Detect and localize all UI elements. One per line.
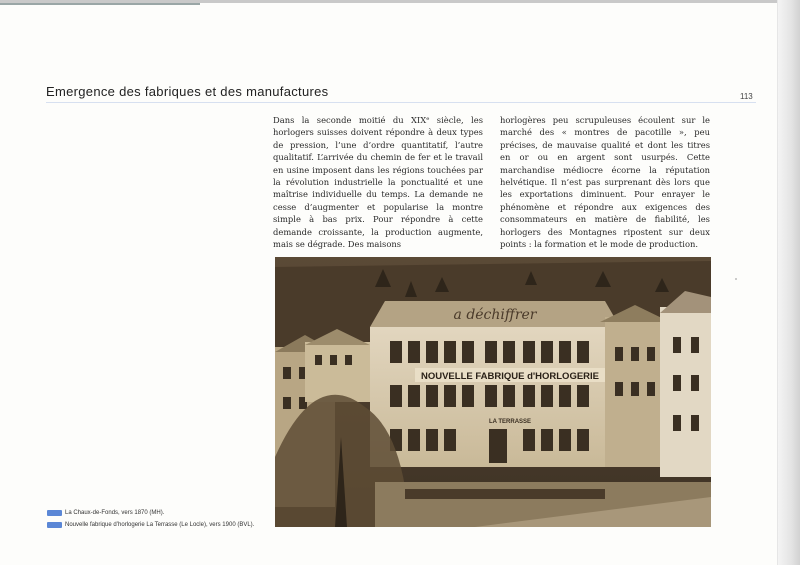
scan-speck (735, 278, 737, 280)
heading-rule (46, 102, 756, 103)
factory-sub-sign: LA TERRASSE (488, 419, 532, 425)
section-heading: Emergence des fabriques et des manufactures (46, 84, 329, 99)
page-number: 113 (740, 92, 753, 101)
caption-marker-icon (47, 522, 62, 528)
historic-photo-factory (275, 257, 711, 527)
body-text-column-left: Dans la seconde moitié du XIXᵉ siècle, les horlogers suisses doivent répondre à deux types de pression, l’une d’ordre quantitatif, l’autre qualitatif. L’arrivée du chemin de fer et le travail en usine imposent dans les régions touchées par la révolution industrielle la ponctualité et une maîtrise individuelle du temps. La demande ne cesse d’augmenter et popularise la montre simple à bas prix. Pour répondre à cette demande croissante, la production augmente, mais se dégrade. Des maisons (273, 115, 483, 250)
factory-sign: NOUVELLE FABRIQUE d'HORLOGERIE (420, 371, 600, 382)
book-spine-shadow (778, 0, 800, 565)
body-text-column-right: horlogères peu scrupuleuses écoulent sur le marché des « montres de pacotille », peu précises, de mauvaise qualité et dont les titres en or ou en argent sont usurpés. Cette marchandise médiocre écorne la réputation helvétique. Il n’est pas surprenant dès lors que les exportations diminuent. Pour enrayer le phénomène et répondre aux exigences des consommateurs en matière de fiabilité, les horlogers des Montagnes ripostent sur deux points : la formation et le mode de production. (500, 115, 710, 250)
caption-marker-icon (47, 510, 62, 516)
handwritten-annotation: a déchiffrer (453, 307, 537, 323)
caption-item (47, 508, 254, 518)
caption-item (47, 520, 254, 530)
figure-captions (47, 508, 254, 532)
caption-text: Nouvelle fabrique d’horlogerie La Terrasse (Le Locle), vers 1900 (BVL). (65, 522, 255, 528)
top-border-accent (0, 3, 200, 5)
caption-text: La Chaux-de-Fonds, vers 1870 (MH). (65, 510, 165, 516)
